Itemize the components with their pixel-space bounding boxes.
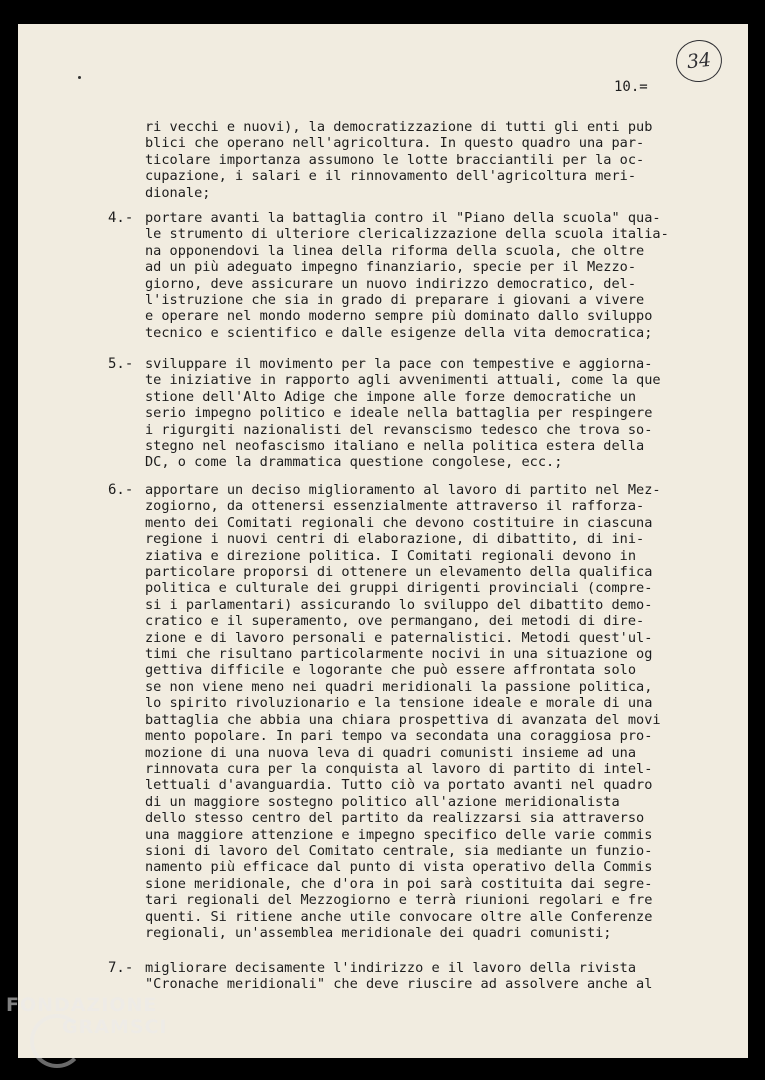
text-line: lettuali d'avanguardia. Tutto ciò va portato avanti nel quadro xyxy=(145,777,653,794)
text-line: giorno, deve assicurare un nuovo indirizzo democratico, del- xyxy=(145,275,637,292)
text-line: sviluppare il movimento per la pace con tempestive e aggiorna- xyxy=(145,356,653,372)
text-line: zogiorno, da ottenersi essenzialmente attraverso il rafforza- xyxy=(145,498,645,515)
text-line: stione dell'Alto Adige che impone alle forze democratiche un xyxy=(145,388,637,405)
text-line: cupazione, i salari e il rinnovamento dell'agricoltura meri- xyxy=(145,168,637,185)
text-line: zione e di lavoro personali e paternalistici. Metodi quest'ul- xyxy=(145,629,653,646)
text-line: timi che risultano particolarmente nocivi in una situazione og xyxy=(145,646,653,663)
text-line: battaglia che abbia una chiara prospettiva di avanzata del movi xyxy=(145,711,661,728)
text-line: na opponendovi la linea della riforma della scuola, che oltre xyxy=(145,242,645,259)
text-line: i rigurgiti nazionalisti del revanscismo tedesco che trova so- xyxy=(145,421,653,438)
text-line: le strumento di ulteriore clericalizzazione della scuola italia- xyxy=(145,226,669,243)
text-line: stegno nel neofascismo italiano e nella politica estera della xyxy=(145,438,645,455)
text-line: cratico e il superamento, ove permangano, dei metodi di dire- xyxy=(145,613,645,630)
text-line: rinnovata cura per la conquista al lavoro di partito di intel- xyxy=(145,760,653,777)
text-line: ziativa e direzione politica. I Comitati regionali devono in xyxy=(145,547,637,564)
item-number: 7.- xyxy=(108,960,134,976)
text-line: sioni di lavoro del Comitato centrale, sia mediante un funzio- xyxy=(145,842,653,859)
text-line: politica e culturale dei gruppi dirigenti provinciali (compre- xyxy=(145,580,653,597)
text-line: gettiva difficile e logorante che può essere affrontata solo xyxy=(145,662,637,679)
list-item-6 xyxy=(145,482,705,941)
text-line: namento più efficace dal punto di vista operativo della Commis xyxy=(145,859,653,876)
text-line: serio impegno politico e ideale nella battaglia per respingere xyxy=(145,405,653,422)
item-number: 6.- xyxy=(108,482,134,498)
text-line: ticolare importanza assumono le lotte bracciantili per la oc- xyxy=(145,151,645,168)
text-line: "Cronache meridionali" che deve riuscire ad assolvere anche al xyxy=(145,976,653,993)
list-item-7 xyxy=(145,960,705,993)
item-number: 4.- xyxy=(108,210,134,226)
text-line: mento popolare. In pari tempo va secondata una coraggiosa pro- xyxy=(145,728,653,745)
text-line: ri vecchi e nuovi), la democratizzazione di tutti gli enti pub xyxy=(145,119,653,135)
text-line: l'istruzione che sia in grado di preparare i giovani a vivere xyxy=(145,292,645,309)
text-line: se non viene meno nei quadri meridionali la passione politica, xyxy=(145,678,653,695)
text-line: regionali, un'assemblea meridionale dei quadri comunisti; xyxy=(145,924,612,941)
text-line: sione meridionale, che d'ora in poi sarà costituita dai segre- xyxy=(145,875,653,892)
archive-number-stamp: 34 xyxy=(674,38,724,85)
text-line: ad un più adeguato impegno finanziario, specie per il Mezzo- xyxy=(145,259,637,276)
text-line: una maggiore attenzione e impegno specifico delle varie commis xyxy=(145,826,653,843)
text-line: mozione di una nuova leva di quadri comunisti insieme ad una xyxy=(145,744,637,761)
text-line: tari regionali del Mezzogiorno e terrà riunioni regolari e fre xyxy=(145,892,653,909)
page-number: 10.= xyxy=(614,79,648,95)
text-line: e operare nel mondo moderno sempre più dominato dallo sviluppo xyxy=(145,308,653,325)
text-line: migliorare decisamente l'indirizzo e il lavoro della rivista xyxy=(145,960,637,976)
text-line: DC, o come la drammatica questione congolese, ecc.; xyxy=(145,454,563,471)
text-line: di un maggiore sostegno politico all'azione meridionalista xyxy=(145,793,620,810)
watermark-line-2: GRAMSCI xyxy=(62,1016,168,1038)
watermark-line-1: FONDAZIONE xyxy=(6,994,158,1016)
list-item-5 xyxy=(145,356,705,471)
text-line: te iniziative in rapporto agli avvenimenti attuali, come la que xyxy=(145,372,661,389)
text-line: blici che operano nell'agricoltura. In questo quadro una par- xyxy=(145,135,645,152)
text-line: quenti. Si ritiene anche utile convocare oltre alle Conferenze xyxy=(145,908,653,925)
text-line: regione i nuovi centri di elaborazione, di dibattito, di ini- xyxy=(145,531,645,548)
text-line: lo spirito rivoluzionario e la tensione ideale e morale di una xyxy=(145,695,653,712)
text-line: apportare un deciso miglioramento al lavoro di partito nel Mez- xyxy=(145,482,661,498)
text-line: mento dei Comitati regionali che devono costituire in ciascuna xyxy=(145,514,653,531)
continuation-paragraph xyxy=(145,119,705,201)
text-line: dello stesso centro del partito da realizzarsi sia attraverso xyxy=(145,810,645,827)
list-item-4 xyxy=(145,210,705,341)
text-line: particolare proporsi di ottenere un elevamento della qualifica xyxy=(145,564,653,581)
fondazione-gramsci-watermark xyxy=(6,994,206,1074)
text-line: dionale; xyxy=(145,184,211,201)
text-line: si i parlamentari) assicurando lo sviluppo del dibattito demo- xyxy=(145,596,653,613)
ink-dot xyxy=(78,76,81,79)
item-number: 5.- xyxy=(108,356,134,372)
text-line: portare avanti la battaglia contro il "Piano della scuola" qua- xyxy=(145,210,661,226)
text-line: tecnico e scientifico e dalle esigenze della vita democratica; xyxy=(145,324,653,341)
